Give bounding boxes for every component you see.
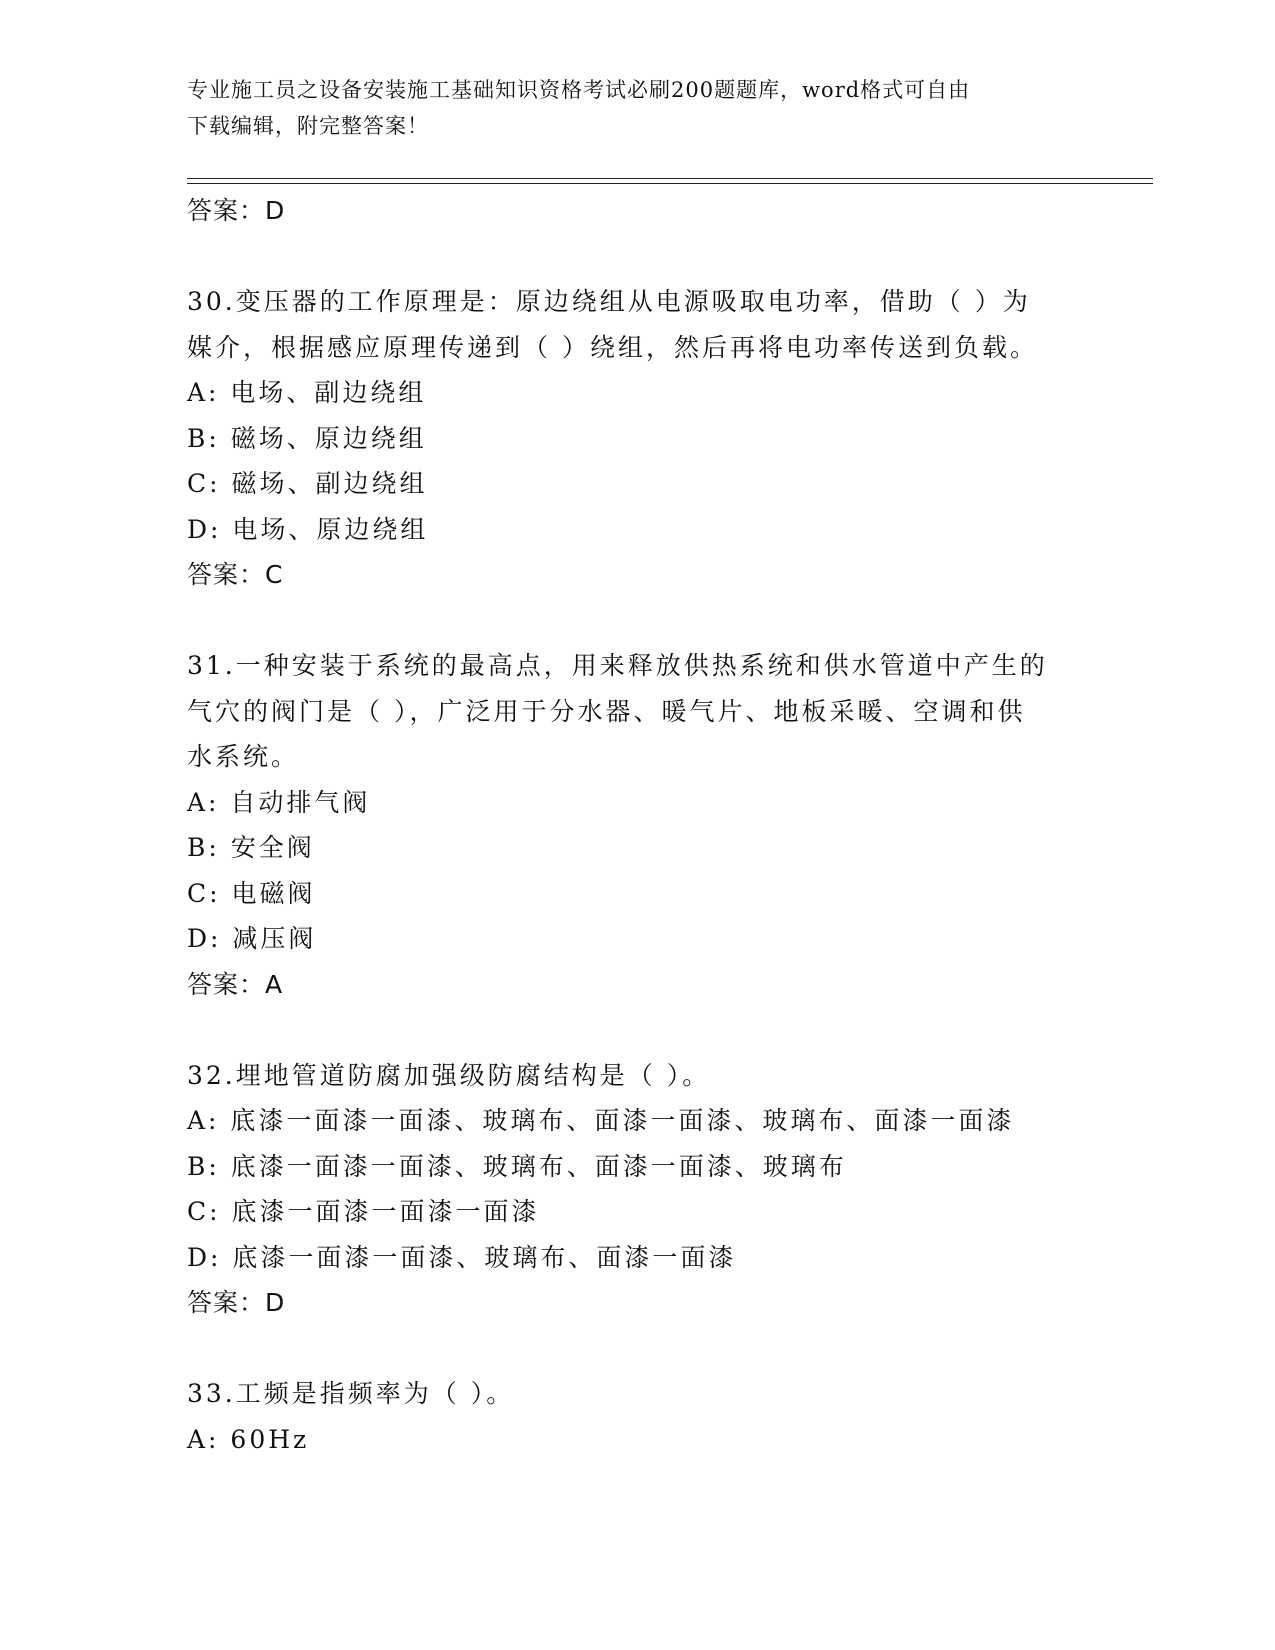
header-line-1: 专业施工员之设备安装施工基础知识资格考试必刷200题题库，word格式可自由 [187,78,971,102]
spacer [187,1326,1127,1372]
option-c: C: 电磁阀 [187,878,316,908]
header-line-2: 下载编辑，附完整答案！ [187,114,429,138]
spacer [187,1007,1127,1053]
option-b: B: 磁场、原边绕组 [187,423,427,453]
question-block [187,1371,1127,1462]
option-d: D: 电场、原边绕组 [187,514,429,544]
question-stem-line: 媒介，根据感应原理传递到（ ）绕组，然后再将电功率传送到负载。 [187,332,1038,362]
spacer [187,598,1127,644]
answer-line: 答案：A [187,969,284,999]
document-body [187,188,1127,1462]
question-stem-line: 31.一种安装于系统的最高点，用来释放供热系统和供水管道中产生的 [187,651,1048,680]
question-stem-line: 32.埋地管道防腐加强级防腐结构是（ ）。 [187,1060,711,1090]
spacer [187,234,1127,280]
option-a: A: 底漆一面漆一面漆、玻璃布、面漆一面漆、玻璃布、面漆一面漆 [187,1106,1015,1135]
question-stem-line: 30.变压器的工作原理是：原边绕组从电源吸取电功率，借助（ ）为 [187,287,1031,316]
question-stem-line: 33.工频是指频率为（ ）。 [187,1379,515,1408]
option-b: B: 安全阀 [187,833,315,862]
option-c: C: 磁场、副边绕组 [187,469,428,498]
option-a: A: 电场、副边绕组 [187,378,427,407]
question-stem-line: 气穴的阀门是（ ），广泛用于分水器、暖气片、地板采暖、空调和供 [187,696,1026,726]
option-d: D: 减压阀 [187,924,317,953]
header-rule-bottom [187,183,1153,184]
question-block [187,279,1127,598]
header-rule-top [187,178,1153,179]
question-block [187,643,1127,1007]
question-stem-line: 水系统。 [187,742,300,771]
option-b: B: 底漆一面漆一面漆、玻璃布、面漆一面漆、玻璃布 [187,1151,847,1181]
option-c: C: 底漆一面漆一面漆一面漆 [187,1197,540,1226]
question-block [187,1053,1127,1326]
option-d: D: 底漆一面漆一面漆、玻璃布、面漆一面漆 [187,1242,737,1272]
answer-line: 答案：C [187,560,284,589]
document-header [187,72,1087,144]
answer-line: 答案：D [187,1288,286,1317]
option-a: A: 自动排气阀 [187,787,371,817]
previous-answer: 答案：D [187,196,286,225]
option-a: A: 60Hz [187,1424,310,1454]
